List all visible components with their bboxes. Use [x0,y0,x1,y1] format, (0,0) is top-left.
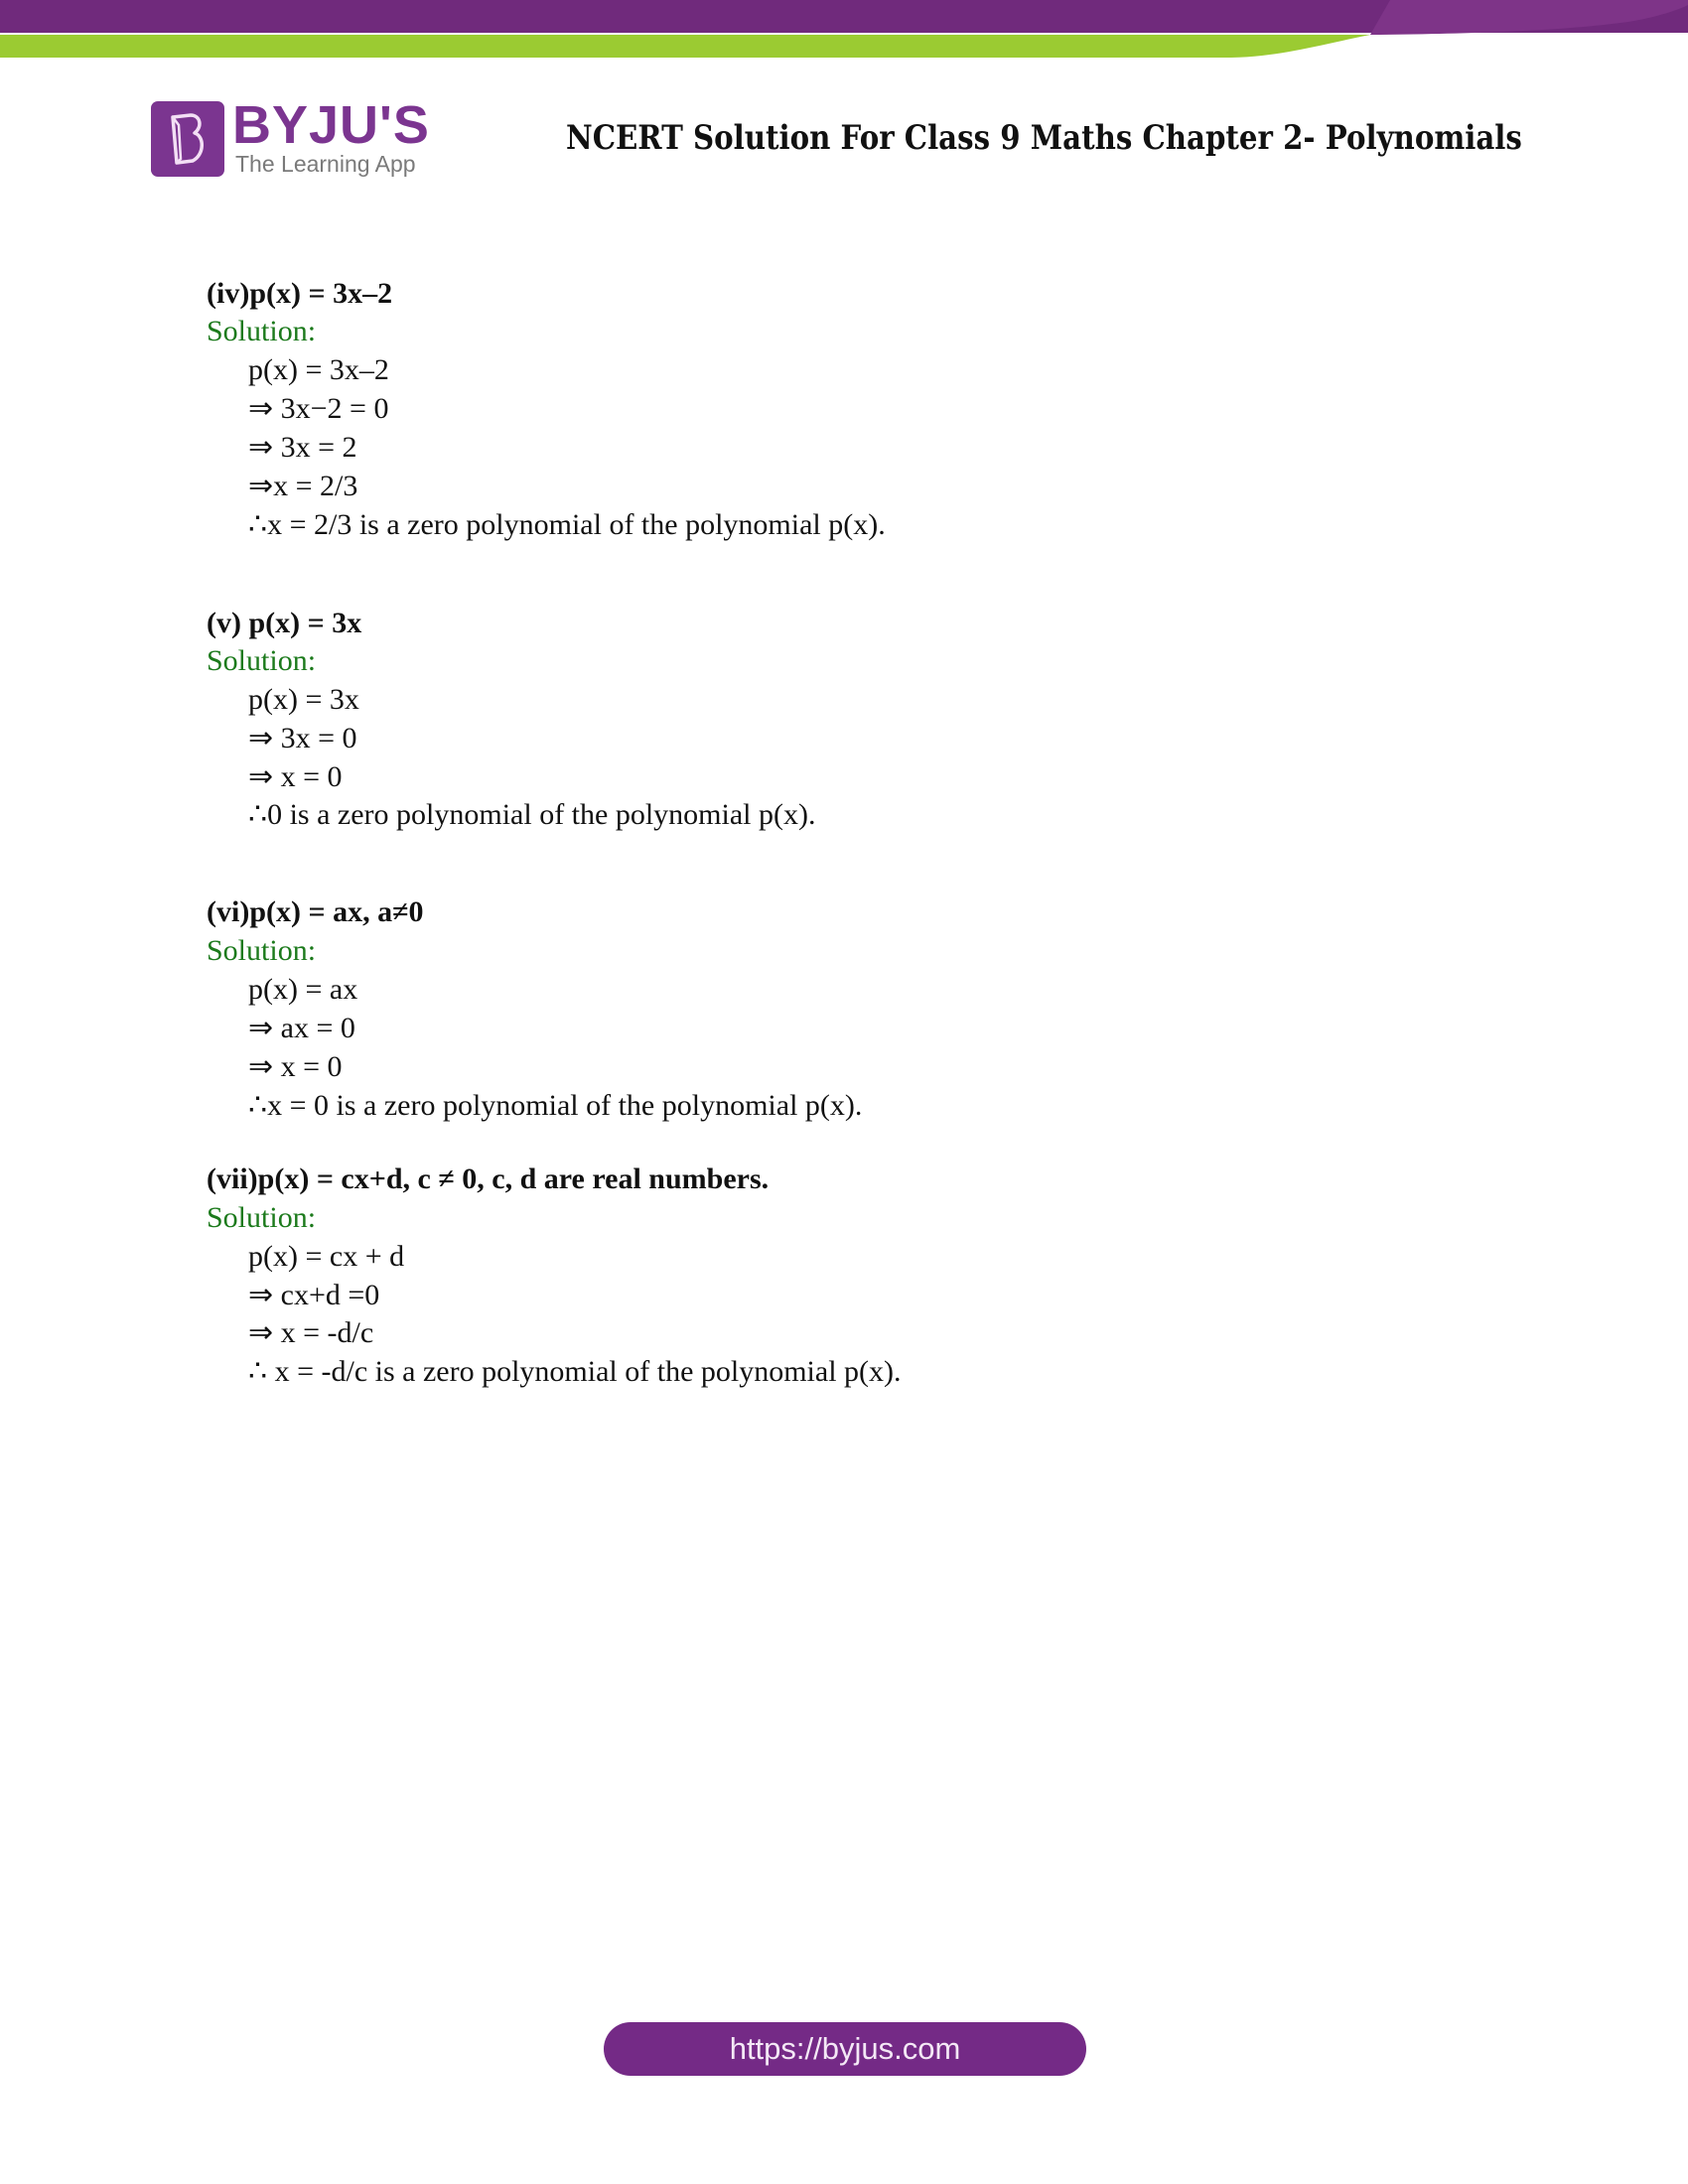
solution-conclusion: ∴x = 0 is a zero polynomial of the polynomial p(x). [248,1089,863,1122]
footer-link-button[interactable] [604,2022,1086,2076]
solution-line: ⇒ x = 0 [248,1050,343,1083]
question-heading-iv: (iv)p(x) = 3x–2 [207,277,393,310]
solution-line: ⇒ x = -d/c [248,1316,374,1349]
solution-line: p(x) = ax [248,973,358,1006]
solution-line: ⇒x = 2/3 [248,470,358,502]
question-heading-vii: (vii)p(x) = cx+d, c ≠ 0, c, d are real numbers. [207,1162,770,1195]
brand-name: BYJU'S [232,95,430,155]
solution-line: p(x) = 3x–2 [248,353,389,386]
question-heading-vi: (vi)p(x) = ax, a≠0 [207,895,424,928]
solution-label: Solution: [207,934,317,967]
solution-line: ⇒ 3x−2 = 0 [248,392,389,425]
solution-line: ⇒ cx+d =0 [248,1279,380,1311]
byjus-logo-icon [151,101,224,177]
solution-conclusion: ∴ x = -d/c is a zero polynomial of the polynomial p(x). [248,1355,902,1388]
logo-b-glyph-icon [167,111,209,167]
solution-line: ⇒ ax = 0 [248,1012,355,1044]
page-title: NCERT Solution For Class 9 Maths Chapter 2- Polynomials [566,118,1522,158]
solution-label: Solution: [207,315,317,347]
solution-conclusion: ∴0 is a zero polynomial of the polynomial p(x). [248,798,816,831]
solution-label: Solution: [207,1201,317,1234]
question-heading-v: (v) p(x) = 3x [207,607,362,639]
solution-line: ⇒ 3x = 0 [248,722,357,754]
footer-url[interactable]: https://byjus.com [729,2031,961,2066]
solution-line: ⇒ x = 0 [248,760,343,793]
solution-label: Solution: [207,644,317,677]
solution-line: ⇒ 3x = 2 [248,431,357,464]
header-banner [0,0,1688,69]
solution-line: p(x) = cx + d [248,1240,405,1273]
brand-tagline: The Learning App [235,151,416,177]
solution-line: p(x) = 3x [248,683,359,716]
solution-conclusion: ∴x = 2/3 is a zero polynomial of the polynomial p(x). [248,508,886,541]
